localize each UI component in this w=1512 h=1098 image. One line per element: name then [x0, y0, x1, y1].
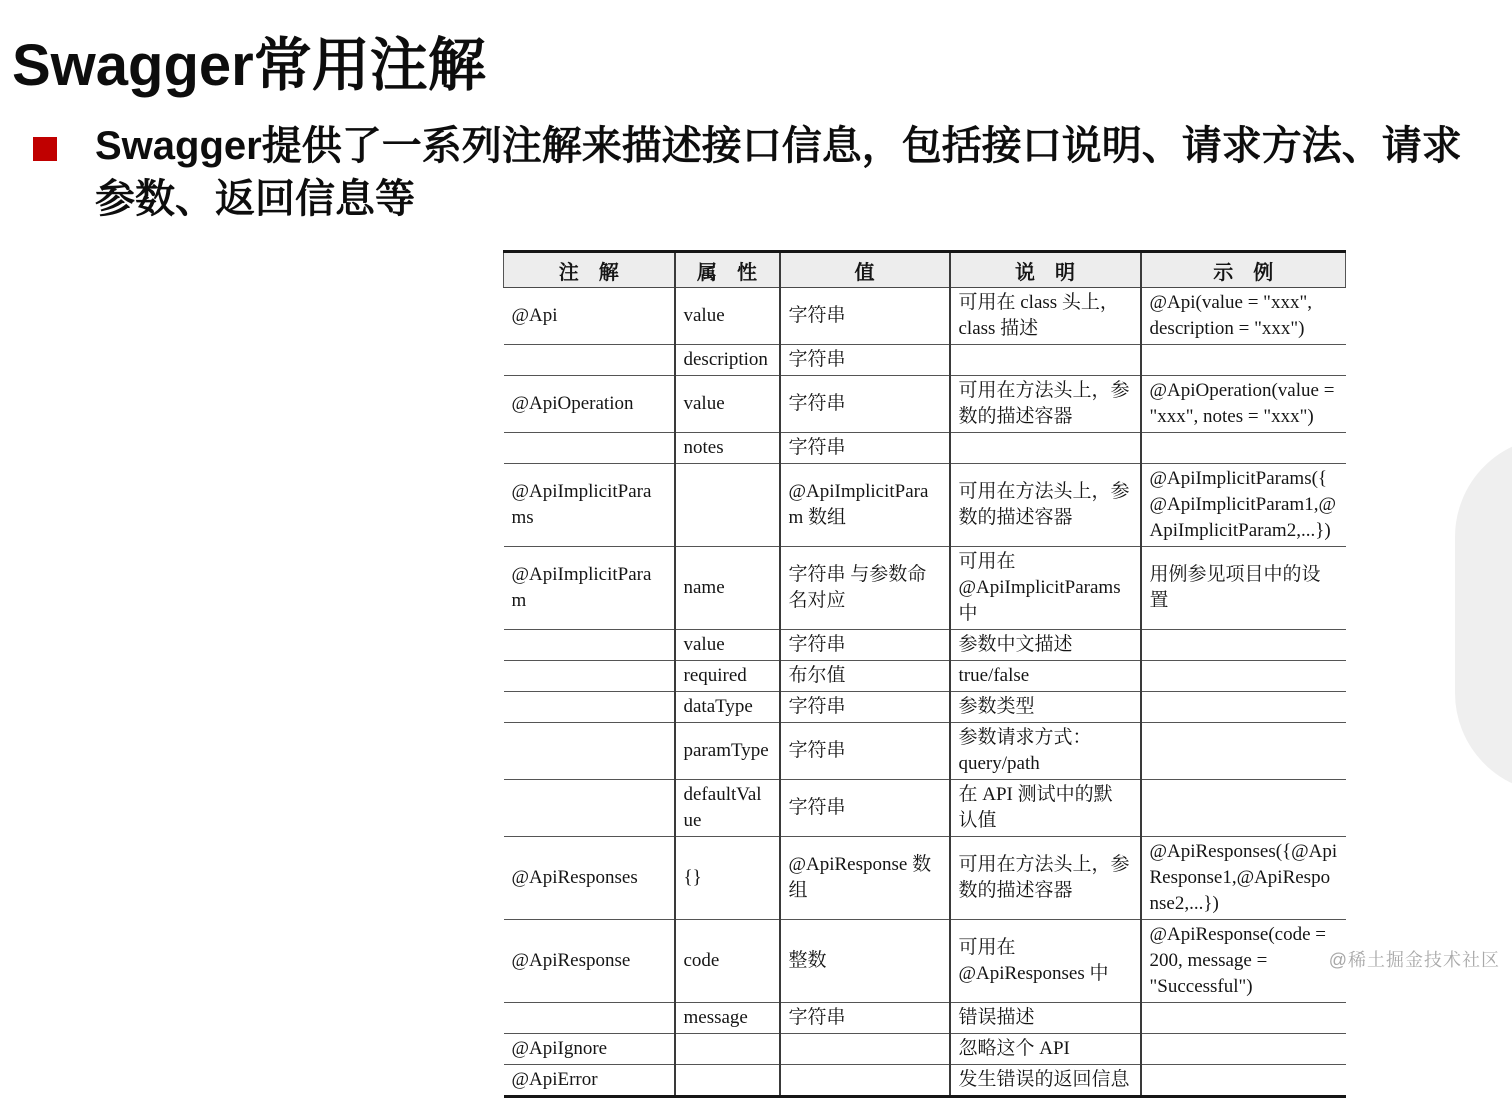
table-row	[504, 464, 1346, 547]
cell-value: 字符串	[780, 288, 950, 345]
bullet-text: Swagger提供了一系列注解来描述接口信息，包括接口说明、请求方法、请求参数、返回信息等	[95, 124, 1462, 221]
cell-attribute: paramType	[675, 723, 780, 780]
cell-example	[1141, 1065, 1346, 1097]
cell-description: 可用在方法头上，参数的描述容器	[950, 464, 1141, 547]
cell-attribute: name	[675, 547, 780, 630]
table-header-row	[504, 252, 1346, 288]
cell-description: 错误描述	[950, 1003, 1141, 1034]
table-row	[504, 723, 1346, 780]
cell-example	[1141, 780, 1346, 837]
cell-description: 参数类型	[950, 692, 1141, 723]
column-header-example: 示 例	[1141, 252, 1346, 288]
cell-attribute: code	[675, 920, 780, 1003]
cell-annotation: @ApiResponses	[504, 837, 675, 920]
cell-attribute: value	[675, 630, 780, 661]
cell-value: 字符串	[780, 780, 950, 837]
bullet-square-icon	[33, 137, 57, 161]
cell-value: 字符串	[780, 1003, 950, 1034]
background-logo-watermark-shape	[1455, 437, 1512, 793]
cell-value: 字符串	[780, 345, 950, 376]
table-row	[504, 288, 1346, 345]
cell-example	[1141, 1034, 1346, 1065]
cell-value: @ApiImplicitParam 数组	[780, 464, 950, 547]
column-header-value: 值	[780, 252, 950, 288]
cell-value: @ApiResponse 数组	[780, 837, 950, 920]
cell-description: 在 API 测试中的默认值	[950, 780, 1141, 837]
cell-attribute	[675, 1065, 780, 1097]
cell-attribute	[675, 464, 780, 547]
cell-attribute: dataType	[675, 692, 780, 723]
cell-attribute: description	[675, 345, 780, 376]
cell-annotation: @ApiOperation	[504, 376, 675, 433]
cell-description: 参数请求方式：query/path	[950, 723, 1141, 780]
cell-example: @ApiImplicitParams({@ApiImplicitParam1,@ApiImplicitParam2,...})	[1141, 464, 1346, 547]
cell-description: 发生错误的返回信息	[950, 1065, 1141, 1097]
cell-attribute	[675, 1034, 780, 1065]
cell-example	[1141, 345, 1346, 376]
cell-annotation: @ApiIgnore	[504, 1034, 675, 1065]
cell-annotation	[504, 692, 675, 723]
table-row	[504, 1065, 1346, 1097]
table-row	[504, 376, 1346, 433]
watermark-text: @稀土掘金技术社区	[1328, 950, 1500, 970]
cell-description: 可用在 class 头上，class 描述	[950, 288, 1141, 345]
cell-example	[1141, 661, 1346, 692]
table-row	[504, 920, 1346, 1003]
table-row	[504, 1034, 1346, 1065]
cell-attribute: {}	[675, 837, 780, 920]
cell-description	[950, 433, 1141, 464]
cell-annotation	[504, 723, 675, 780]
cell-attribute: value	[675, 376, 780, 433]
cell-annotation	[504, 1003, 675, 1034]
bullet-point	[33, 120, 1498, 226]
cell-attribute: value	[675, 288, 780, 345]
cell-annotation: @ApiImplicitParam	[504, 547, 675, 630]
cell-annotation	[504, 433, 675, 464]
cell-attribute: notes	[675, 433, 780, 464]
table-row	[504, 837, 1346, 920]
cell-description: 可用在 @ApiImplicitParams 中	[950, 547, 1141, 630]
cell-annotation	[504, 661, 675, 692]
cell-value: 布尔值	[780, 661, 950, 692]
cell-value	[780, 1034, 950, 1065]
cell-annotation	[504, 345, 675, 376]
cell-value: 整数	[780, 920, 950, 1003]
column-header-annotation: 注 解	[504, 252, 675, 288]
cell-description: 忽略这个 API	[950, 1034, 1141, 1065]
cell-value: 字符串	[780, 376, 950, 433]
cell-description: 可用在@ApiResponses 中	[950, 920, 1141, 1003]
column-header-description: 说 明	[950, 252, 1141, 288]
cell-value	[780, 1065, 950, 1097]
cell-description: 可用在方法头上，参数的描述容器	[950, 376, 1141, 433]
cell-annotation: @ApiImplicitParams	[504, 464, 675, 547]
cell-value: 字符串	[780, 433, 950, 464]
cell-description: true/false	[950, 661, 1141, 692]
table-row	[504, 630, 1346, 661]
cell-attribute: required	[675, 661, 780, 692]
cell-example: @Api(value = "xxx", description = "xxx")	[1141, 288, 1346, 345]
cell-example: @ApiResponse(code = 200, message = "Successful")	[1141, 920, 1346, 1003]
cell-annotation: @ApiResponse	[504, 920, 675, 1003]
cell-description: 参数中文描述	[950, 630, 1141, 661]
cell-description: 可用在方法头上，参数的描述容器	[950, 837, 1141, 920]
table-row	[504, 780, 1346, 837]
table-row	[504, 433, 1346, 464]
column-header-attribute: 属 性	[675, 252, 780, 288]
cell-example	[1141, 433, 1346, 464]
cell-attribute: message	[675, 1003, 780, 1034]
table-row	[504, 1003, 1346, 1034]
cell-example	[1141, 723, 1346, 780]
cell-annotation	[504, 780, 675, 837]
table-row	[504, 547, 1346, 630]
cell-value: 字符串	[780, 723, 950, 780]
cell-value: 字符串	[780, 692, 950, 723]
cell-example	[1141, 1003, 1346, 1034]
cell-example	[1141, 630, 1346, 661]
page-title: Swagger常用注解	[12, 33, 486, 98]
table-body	[504, 288, 1346, 1097]
cell-description	[950, 345, 1141, 376]
cell-example	[1141, 692, 1346, 723]
cell-example: 用例参见项目中的设置	[1141, 547, 1346, 630]
table-row	[504, 345, 1346, 376]
cell-value: 字符串 与参数命名对应	[780, 547, 950, 630]
cell-annotation: @ApiError	[511, 1069, 598, 1090]
table-row	[504, 661, 1346, 692]
cell-attribute: defaultValue	[675, 780, 780, 837]
cell-annotation	[504, 630, 675, 661]
cell-value: 字符串	[780, 630, 950, 661]
table-row	[504, 692, 1346, 723]
cell-annotation: @Api	[504, 288, 675, 345]
cell-example: @ApiOperation(value = "xxx", notes = "xxx")	[1141, 376, 1346, 433]
annotation-table	[503, 250, 1346, 1098]
cell-example: @ApiResponses({@ApiResponse1,@ApiResponse2,...})	[1141, 837, 1346, 920]
